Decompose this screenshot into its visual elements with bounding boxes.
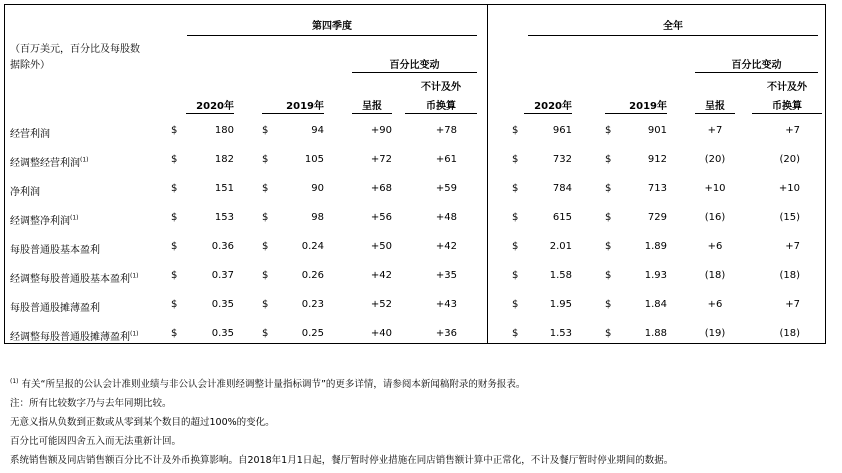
q4-title: 第四季度 <box>312 21 352 32</box>
cell-q-rep: +42 <box>370 270 392 281</box>
footnote-marker: (1) <box>70 214 79 222</box>
currency-symbol: $ <box>512 328 519 339</box>
cell-y-2019: 713 <box>647 183 667 194</box>
cell-q-2019: 105 <box>304 154 324 165</box>
cell-q-rep: +90 <box>370 125 392 136</box>
cell-q-fx: +61 <box>435 154 457 165</box>
cell-y-2019: 912 <box>647 154 667 165</box>
row-label-text: 经调整每股普通股基本盈利 <box>10 274 130 285</box>
currency-symbol: $ <box>605 154 612 165</box>
rule-fy-2019 <box>605 113 667 114</box>
fy-pct-change-rule <box>695 72 818 73</box>
cell-q-fx: +42 <box>435 241 457 252</box>
currency-symbol: $ <box>262 212 269 223</box>
currency-symbol: $ <box>512 154 519 165</box>
footnote-2: 注：所有比较数字乃与去年同期比较。 <box>10 398 172 409</box>
row-label-text: 经营利润 <box>10 129 50 140</box>
cell-q-2020: 153 <box>214 212 234 223</box>
cell-y-rep: +6 <box>707 241 723 252</box>
fy-col-exfx-l2: 币换算 <box>772 101 802 112</box>
rule-q4-2019 <box>262 113 324 114</box>
footnote-4: 百分比可能因四舍五入而无法重新计回。 <box>10 436 182 447</box>
cell-q-fx: +78 <box>435 125 457 136</box>
cell-q-2020: 151 <box>214 183 234 194</box>
cell-y-fx: (18) <box>779 270 800 281</box>
cell-q-rep: +68 <box>370 183 392 194</box>
cell-q-2019: 0.26 <box>301 270 324 281</box>
footnote-1-marker: (1) <box>10 377 19 385</box>
currency-symbol: $ <box>605 125 612 136</box>
cell-q-2019: 0.24 <box>301 241 324 252</box>
footnote-1 <box>10 376 525 390</box>
cell-y-2020: 1.95 <box>549 299 572 310</box>
fy-col-reported: 呈报 <box>705 101 725 112</box>
currency-symbol: $ <box>512 241 519 252</box>
fy-title: 全年 <box>663 21 683 32</box>
cell-q-2020: 182 <box>214 154 234 165</box>
cell-q-2020: 0.36 <box>211 241 234 252</box>
q4-pct-change-header: 百分比变动 <box>389 60 440 71</box>
cell-q-2020: 0.35 <box>211 328 234 339</box>
cell-q-fx: +48 <box>435 212 457 223</box>
cell-y-fx: +7 <box>785 241 800 252</box>
currency-symbol: $ <box>262 183 269 194</box>
cell-q-fx: +35 <box>435 270 457 281</box>
footnote-3: 无意义指从负数到正数或从零到某个数目的超过100%的变化。 <box>10 417 275 428</box>
q4-title-rule <box>187 35 477 36</box>
currency-symbol: $ <box>171 212 178 223</box>
cell-q-2019: 0.23 <box>301 299 324 310</box>
cell-q-2020: 180 <box>214 125 234 136</box>
cell-y-fx: (20) <box>779 154 800 165</box>
currency-symbol: $ <box>605 212 612 223</box>
footnote-marker: (1) <box>130 272 139 280</box>
cell-y-rep: (19) <box>704 328 726 339</box>
currency-symbol: $ <box>171 183 178 194</box>
cell-y-2019: 1.84 <box>644 299 667 310</box>
row-label <box>10 212 79 227</box>
cell-y-2020: 1.53 <box>549 328 572 339</box>
currency-symbol: $ <box>605 328 612 339</box>
rule-fy-2020 <box>524 113 572 114</box>
row-label-text: 每股普通股摊薄盈利 <box>10 303 100 314</box>
cell-y-rep: +7 <box>707 125 723 136</box>
currency-symbol: $ <box>512 299 519 310</box>
row-label-text: 经调整经营利润 <box>10 158 80 169</box>
cell-y-rep: (16) <box>704 212 726 223</box>
q4-col-reported: 呈报 <box>362 101 382 112</box>
fy-pct-change-header: 百分比变动 <box>731 60 782 71</box>
cell-y-2019: 729 <box>647 212 667 223</box>
rule-fy-reported <box>695 113 735 114</box>
financial-table-frame <box>4 4 826 344</box>
cell-q-2020: 0.35 <box>211 299 234 310</box>
fy-col-2019: 2019年 <box>629 101 667 112</box>
currency-symbol: $ <box>262 299 269 310</box>
cell-y-rep: +6 <box>707 299 723 310</box>
fy-title-rule <box>528 35 818 36</box>
rule-q4-2020 <box>186 113 234 114</box>
currency-symbol: $ <box>171 241 178 252</box>
units-note-line2: 据除外） <box>10 60 50 71</box>
cell-y-fx: (18) <box>779 328 800 339</box>
q4-pct-change-rule <box>352 72 477 73</box>
row-label <box>10 183 40 198</box>
currency-symbol: $ <box>512 183 519 194</box>
row-label <box>10 125 50 140</box>
q4-col-2019: 2019年 <box>286 101 324 112</box>
cell-q-2019: 0.25 <box>301 328 324 339</box>
currency-symbol: $ <box>605 270 612 281</box>
cell-y-rep: +10 <box>704 183 726 194</box>
rule-q4-reported <box>352 113 392 114</box>
cell-q-rep: +52 <box>370 299 392 310</box>
cell-q-fx: +59 <box>435 183 457 194</box>
row-label <box>10 270 139 285</box>
cell-y-2020: 732 <box>552 154 572 165</box>
cell-q-2019: 94 <box>311 125 324 136</box>
currency-symbol: $ <box>262 328 269 339</box>
row-label <box>10 154 89 169</box>
q4-col-exfx-l2: 币换算 <box>426 101 456 112</box>
cell-q-rep: +56 <box>370 212 392 223</box>
currency-symbol: $ <box>262 154 269 165</box>
cell-y-rep: (18) <box>704 270 726 281</box>
currency-symbol: $ <box>171 328 178 339</box>
cell-y-2019: 1.88 <box>644 328 667 339</box>
cell-y-2020: 784 <box>552 183 572 194</box>
currency-symbol: $ <box>262 270 269 281</box>
currency-symbol: $ <box>605 241 612 252</box>
currency-symbol: $ <box>512 125 519 136</box>
cell-y-fx: (15) <box>779 212 800 223</box>
cell-y-2020: 2.01 <box>549 241 572 252</box>
cell-q-2019: 98 <box>311 212 324 223</box>
footnote-5: 系统销售额及同店销售额百分比不计及外币换算影响。自2018年1月1日起，餐厅暂时停业措施在同店销售额计算中正常化，不计及餐厅暂时停业期间的数据。 <box>10 455 674 466</box>
fy-col-exfx-l1: 不计及外 <box>767 82 807 93</box>
q4-col-2020: 2020年 <box>196 101 234 112</box>
currency-symbol: $ <box>262 241 269 252</box>
cell-y-2020: 1.58 <box>549 270 572 281</box>
cell-y-2019: 901 <box>647 125 667 136</box>
cell-y-fx: +7 <box>785 299 800 310</box>
currency-symbol: $ <box>171 125 178 136</box>
cell-q-fx: +43 <box>435 299 457 310</box>
cell-q-rep: +40 <box>370 328 392 339</box>
footnote-marker: (1) <box>130 330 139 338</box>
currency-symbol: $ <box>512 212 519 223</box>
cell-y-fx: +10 <box>778 183 800 194</box>
cell-y-2020: 961 <box>552 125 572 136</box>
q4-col-exfx-l1: 不计及外 <box>421 82 461 93</box>
cell-q-2019: 90 <box>311 183 324 194</box>
cell-q-fx: +36 <box>435 328 457 339</box>
currency-symbol: $ <box>171 154 178 165</box>
cell-q-rep: +72 <box>370 154 392 165</box>
fy-col-2020: 2020年 <box>534 101 572 112</box>
currency-symbol: $ <box>171 299 178 310</box>
column-divider <box>487 4 488 344</box>
row-label-text: 净利润 <box>10 187 40 198</box>
cell-q-2020: 0.37 <box>211 270 234 281</box>
cell-y-2019: 1.89 <box>644 241 667 252</box>
currency-symbol: $ <box>262 125 269 136</box>
currency-symbol: $ <box>605 299 612 310</box>
currency-symbol: $ <box>512 270 519 281</box>
footnote-1-text: 有关“所呈报的公认会计准则业绩与非公认会计准则经调整计量指标调节”的更多详情，请参阅本新闻稿附录的财务报表。 <box>21 379 526 390</box>
cell-y-rep: (20) <box>704 154 726 165</box>
cell-y-2019: 1.93 <box>644 270 667 281</box>
cell-y-2020: 615 <box>552 212 572 223</box>
footnote-marker: (1) <box>80 156 89 164</box>
row-label-text: 每股普通股基本盈利 <box>10 245 100 256</box>
cell-q-rep: +50 <box>370 241 392 252</box>
currency-symbol: $ <box>171 270 178 281</box>
row-label-text: 经调整每股普通股摊薄盈利 <box>10 332 130 343</box>
row-label <box>10 241 100 256</box>
rule-q4-exfx <box>405 113 477 114</box>
rule-fy-exfx <box>752 113 822 114</box>
units-note-line1: （百万美元，百分比及每股数 <box>10 44 140 55</box>
row-label <box>10 328 139 343</box>
row-label <box>10 299 100 314</box>
currency-symbol: $ <box>605 183 612 194</box>
row-label-text: 经调整净利润 <box>10 216 70 227</box>
cell-y-fx: +7 <box>785 125 800 136</box>
